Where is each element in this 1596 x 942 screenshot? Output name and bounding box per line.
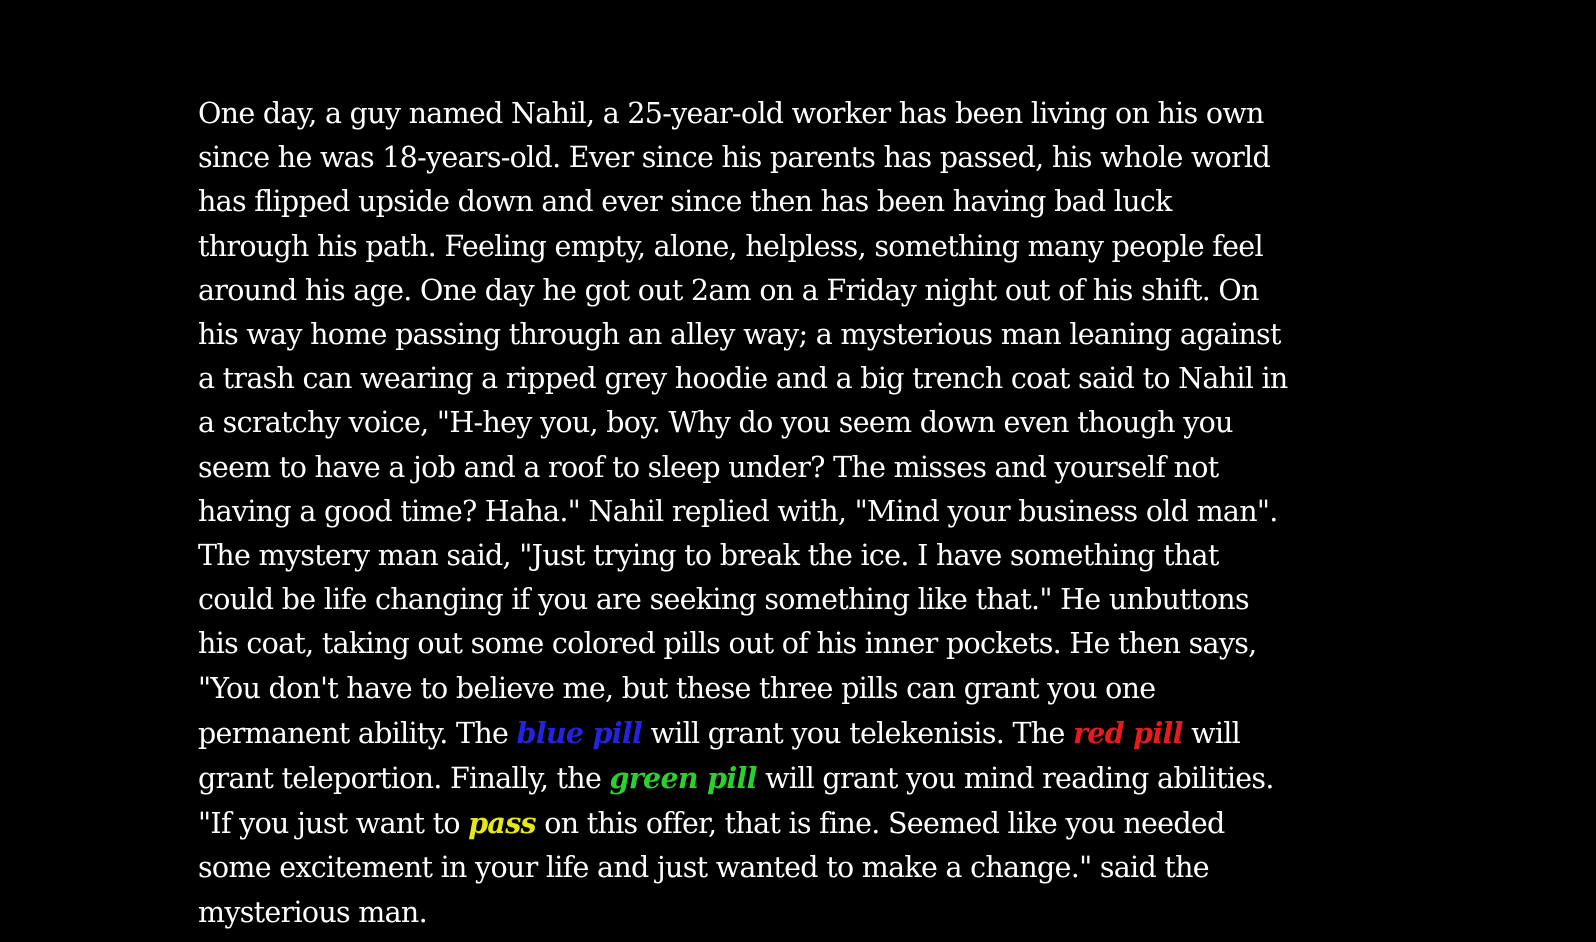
story-text-blue-effect: will grant you telekenisis. The <box>642 716 1073 750</box>
story-text-intro: One day, a guy named Nahil, a 25-year-old worker has been living on his own since he was 18-years-old. Ever since his parents has passed, his whole world has flipped upside down and ever since then has been having bad luck through his path. Feeling empty, alone, helpless, something many people feel around his age. One day he got out 2am on a Friday night out of his shift. On his way home passing through an alley way; a mysterious man leaning against a trash can wearing a ripped grey hoodie and a big trench coat said to Nahil in a scratchy voice, "H-hey you, boy. Why do you seem down even though you seem to have a job and a roof to sleep under? The misses and yourself not having a good time? Haha." Nahil replied with, "Mind your business old man". The mystery man said, "Just trying to break the ice. I have something that could be life changing if you are seeking something like that." He unbuttons his coat, taking out some colored pills out of his inner pockets. He then says, "You don't have to believe me, but these three pills can grant you one permanent ability. The <box>198 97 1288 750</box>
story-text-green-effect: will grant you mind reading abilities. "If you just want to <box>198 762 1274 841</box>
story-passage <box>198 92 1288 935</box>
red-pill-link[interactable]: red pill <box>1072 715 1183 750</box>
blue-pill-link[interactable]: blue pill <box>516 715 643 750</box>
pass-link[interactable]: pass <box>468 806 536 841</box>
story-text-red-effect: will grant teleportion. Finally, the <box>198 716 1241 796</box>
story-text-ending: on this offer, that is fine. Seemed like you needed some excitement in your life and just wanted to make a change." said the mysterious man. <box>198 807 1225 929</box>
green-pill-link[interactable]: green pill <box>609 761 757 796</box>
